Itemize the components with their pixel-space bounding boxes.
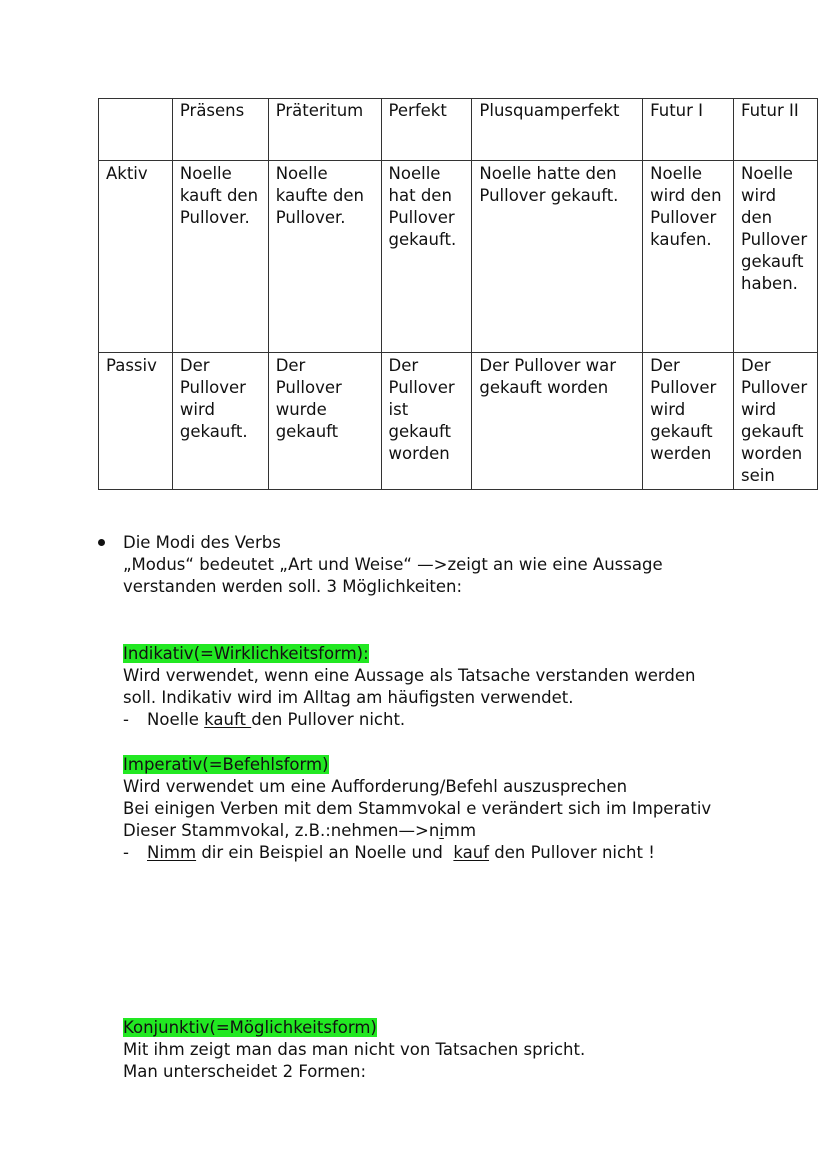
table-cell: Der Pullover wird gekauft worden sein [734, 353, 818, 490]
highlighted-heading: Konjunktiv(=Möglichkeitsform) [123, 1018, 377, 1037]
example-text: den Pullover nicht ! [489, 843, 655, 862]
header-cell: Futur I [643, 99, 734, 161]
example-text: den Pullover nicht. [251, 710, 406, 729]
underlined-letter: i [439, 821, 444, 840]
highlighted-heading: Indikativ(=Wirklichkeitsform): [123, 644, 369, 663]
konjunktiv-line: Mit ihm zeigt man das man nicht von Tatsachen spricht. [123, 1040, 586, 1059]
bullet-icon [98, 539, 105, 546]
imperativ-example [123, 842, 655, 864]
imperativ-line: Bei einigen Verben mit dem Stammvokal e verändert sich im Imperativ [123, 799, 712, 818]
table-cell: Noelle hat den Pullover gekauft. [381, 161, 472, 353]
example-text: dir ein Beispiel an Noelle und [196, 843, 454, 862]
table-cell: Der Pullover wurde gekauft [268, 353, 381, 490]
konjunktiv-heading [123, 1017, 377, 1039]
row-label-passiv: Passiv [99, 353, 173, 490]
imperativ-line: Wird verwendet um eine Aufforderung/Befehl auszusprechen [123, 777, 628, 796]
header-cell: Plusquamperfekt [472, 99, 643, 161]
header-cell: Futur II [734, 99, 818, 161]
bullet-title: Die Modi des Verbs [123, 533, 281, 552]
table-cell: Der Pullover war gekauft worden [472, 353, 643, 490]
table-cell: Noelle kauft den Pullover. [172, 161, 268, 353]
highlighted-heading: Imperativ(=Befehlsform) [123, 755, 329, 774]
table-header-row [99, 99, 818, 161]
table-cell: Der Pullover wird gekauft werden [643, 353, 734, 490]
underlined-verb: kauf [453, 843, 490, 862]
underlined-verb: Nimm [147, 843, 197, 862]
tense-table [98, 98, 818, 490]
indikativ-example [123, 709, 405, 731]
table-cell: Noelle wird den Pullover kaufen. [643, 161, 734, 353]
row-label-aktiv: Aktiv [99, 161, 173, 353]
underlined-verb: kauft [204, 710, 252, 729]
line-text: Dieser Stammvokal, z.B.:nehmen—>n [123, 821, 440, 840]
imperativ-heading [123, 754, 329, 776]
konjunktiv-line: Man unterscheidet 2 Formen: [123, 1062, 367, 1081]
intro-line: „Modus“ bedeutet „Art und Weise“ —>zeigt an wie eine Aussage [123, 555, 663, 574]
dash-marker: - [123, 710, 129, 729]
example-text: Noelle [147, 710, 205, 729]
indikativ-line: soll. Indikativ wird im Alltag am häufigsten verwendet. [123, 688, 574, 707]
imperativ-line [123, 820, 476, 842]
dash-marker: - [123, 843, 129, 862]
table-cell: Der Pullover wird gekauft. [172, 353, 268, 490]
indikativ-heading [123, 643, 369, 665]
table-cell: Der Pullover ist gekauft worden [381, 353, 472, 490]
header-cell [99, 99, 173, 161]
line-text: mm [443, 821, 477, 840]
table-cell: Noelle wird den Pullover gekauft haben. [734, 161, 818, 353]
header-cell: Präteritum [268, 99, 381, 161]
table-row [99, 161, 818, 353]
indikativ-line: Wird verwendet, wenn eine Aussage als Tatsache verstanden werden [123, 666, 696, 685]
intro-line: verstanden werden soll. 3 Möglichkeiten: [123, 577, 463, 596]
table-cell: Noelle kaufte den Pullover. [268, 161, 381, 353]
header-cell: Präsens [172, 99, 268, 161]
table-cell: Noelle hatte den Pullover gekauft. [472, 161, 643, 353]
header-cell: Perfekt [381, 99, 472, 161]
table-row [99, 353, 818, 490]
